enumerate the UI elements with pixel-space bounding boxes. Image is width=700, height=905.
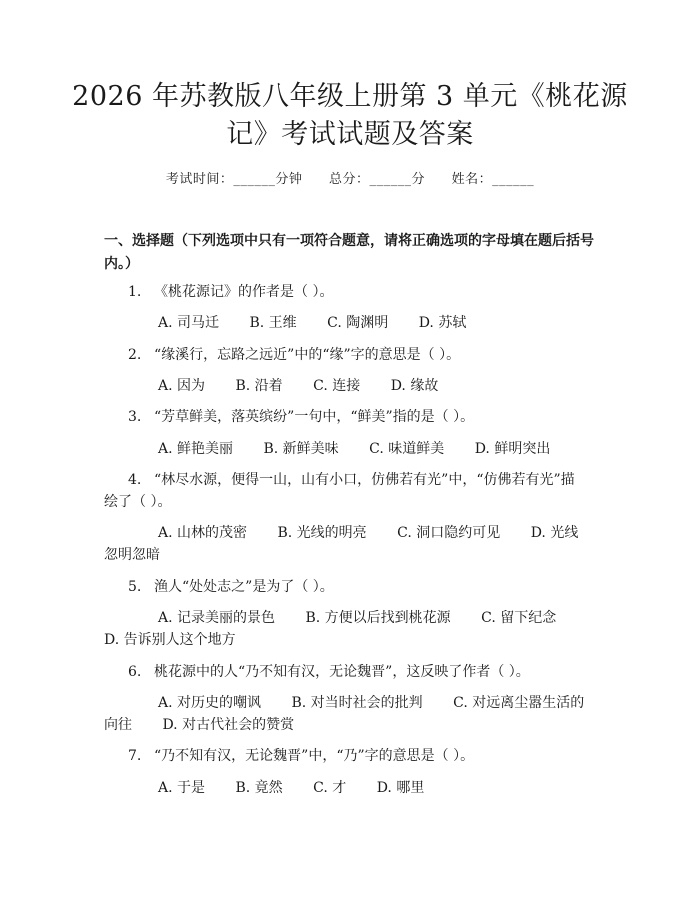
student-name: 姓名：______ [451,172,535,187]
question-3-options [104,438,658,460]
option-d: D. 光线 [530,525,579,541]
option-a: A. 因为 [158,378,206,394]
option-d-continued: 忽明忽暗 [104,547,160,563]
question-1-options [104,312,658,334]
option-d: D. 哪里 [376,780,425,796]
question-text: “芳草鲜美，落英缤纷”一句中，“鲜美”指的是（ ）。 [154,409,475,425]
question-7-options [104,777,658,799]
question-number: 5. [128,579,142,595]
question-2 [104,344,604,366]
question-text: 《桃花源记》的作者是（ ）。 [154,284,334,300]
option-d: D. 告诉别人这个地方 [104,632,236,648]
question-number: 6. [128,664,142,680]
question-number: 1. [128,284,142,300]
question-text: 渔人“处处志之”是为了（ ）。 [154,579,334,595]
question-1 [104,281,604,303]
question-7 [104,745,604,767]
option-c: C. 留下纪念 [481,610,557,626]
question-number: 2. [128,347,142,363]
option-b: B. 对当时社会的批判 [291,695,423,711]
option-d: D. 鲜明突出 [474,441,551,457]
option-d: D. 苏轼 [418,315,467,331]
option-c: C. 洞口隐约可见 [397,525,501,541]
option-b: B. 王维 [249,315,297,331]
option-c-continued: 向往 [104,717,132,733]
question-4 [104,469,604,513]
option-a: A. 山林的茂密 [158,525,248,541]
page-title [60,78,640,154]
title-line-2: 记》考试试题及答案 [226,119,474,150]
exam-time: 考试时间：______分钟 [165,172,303,187]
question-4-options [104,522,604,566]
total-score: 总分：______分 [328,172,425,187]
option-a: A. 司马迁 [158,315,220,331]
option-c: C. 连接 [313,378,361,394]
option-d: D. 缘故 [390,378,439,394]
section-heading-line-1: 一、选择题（下列选项中只有一项符合题意，请将正确选项的字母填在题后括号 [104,233,594,249]
question-3 [104,406,604,428]
title-line-1: 2026 年苏教版八年级上册第 3 单元《桃花源 [72,81,628,112]
question-6 [104,661,604,683]
question-number: 7. [128,748,142,764]
option-b: B. 沿着 [235,378,283,394]
option-b: B. 方便以后找到桃花源 [305,610,451,626]
option-c: C. 对远离尘嚣生活的 [453,695,585,711]
exam-meta [0,168,700,187]
option-c: C. 才 [313,780,347,796]
question-5-options [104,607,604,651]
question-5 [104,576,604,598]
option-a: A. 对历史的嘲讽 [158,695,262,711]
question-text: 桃花源中的人“乃不知有汉，无论魏晋”，这反映了作者（ ）。 [154,664,530,680]
option-a: A. 于是 [158,780,206,796]
question-number: 4. [128,472,142,488]
section-heading [104,230,604,276]
option-a: A. 鲜艳美丽 [158,441,234,457]
option-c: C. 味道鲜美 [369,441,445,457]
option-c: C. 陶渊明 [327,315,389,331]
option-a: A. 记录美丽的景色 [158,610,276,626]
section-heading-line-2: 内。） [104,256,139,272]
question-6-options [104,692,604,736]
option-b: B. 光线的明亮 [277,525,367,541]
question-text: “缘溪行，忘路之远近”中的“缘”字的意思是（ ）。 [154,347,461,363]
question-text-line-2: 绘了（ ）。 [104,494,172,510]
question-number: 3. [128,409,142,425]
question-2-options [104,375,658,397]
option-d: D. 对古代社会的赞赏 [162,717,295,733]
question-text-line-1: “林尽水源，便得一山，山有小口，仿佛若有光”中，“仿佛若有光”描 [154,472,575,488]
option-b: B. 新鲜美味 [263,441,339,457]
option-b: B. 竟然 [235,780,283,796]
question-text: “乃不知有汉，无论魏晋”中，“乃”字的意思是（ ）。 [154,748,475,764]
